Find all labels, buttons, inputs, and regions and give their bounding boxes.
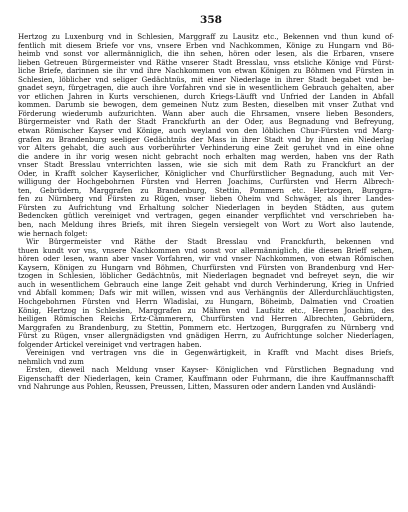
text-line: grafen zu Brandenburg seeliger Gedächtnüs der Mass in ihrer Stadt vnd by ihnen ein Niederlag (18, 135, 394, 144)
text-line: Oder, in Krafft solcher Kayserlicher, Königlicher vnd Churfürstlicher Begnadung, auch mit Ver- (18, 169, 394, 178)
text-line: Marggrafen zu Brandenburg, zu Stettin, Pommern etc. Hertzogen, Burggrafen zu Nürnberg vnd (18, 323, 394, 332)
text-line: Bürgermeister vnd Rath der Stadt Franckfurth an der Oder, aus Begnadung vnd Befreyung, (18, 118, 394, 127)
text-line: kommen. Darumb sie bewogen, dem gemeinen Nutz zum Besten, dieselben mit vnser Zuthat vnd (18, 101, 394, 110)
body-text (18, 33, 394, 392)
text-line: tzogen in Schlesien, löblicher Gedächtnüs, mit Niederlagen begnadet vnd befreyet seyn, die wir (18, 272, 394, 281)
text-line: die andere in ihr vorig wesen nicht gebracht noch erhalten mag werden, haben vns der Rath (18, 152, 394, 161)
text-line: lieben Getreuen Bürgermeister vnd Räthe vnserer Stadt Bresslau, vnss etsliche Könige vnd Fürst- (18, 58, 394, 67)
text-line: Ersten, dieweil nach Meldung vnser Kayser- Königlichen vnd Fürstlichen Begnadung vnd (26, 366, 394, 375)
text-line: ten, Gebrüdern, Marggrafen zu Brandenburg, Stettin, Pommern etc. Hertzogen, Burggra- (18, 186, 394, 195)
text-line: Fürst zu Rügen, vnser allergnädigsten vnd gnädigen Herrn, zu Aufrichtunge solcher Niederlagen, (18, 332, 394, 341)
text-line: etwan Römischer Kayser vnd Könige, auch weyland von den löblichen Chur-Fürsten vnd Marg- (18, 127, 394, 136)
text-line: heiligen Römischen Reichs Ertz-Cämmerern, Churfürsten vnd Herren Albrechten, Gebrüdern, (18, 315, 394, 324)
paragraph (18, 238, 394, 349)
text-line: ben, nach Meldung ihres Briefs, mit ihren Siegeln versiegelt von Wort zu Wort also lautende, (18, 221, 394, 230)
page-number: 358 (200, 14, 222, 26)
text-line: wie hernach folget: (18, 229, 88, 238)
text-line: Schlesien, löblicher vnd seliger Gedächtnüs, mit einer Niederlage in ihrer Stadt begabet vnd be- (18, 75, 394, 84)
text-line: vor Alters gehabt, die auch aus vorberührter Verhinderung eine Zeit geruhet vnd in eine ohne (18, 144, 394, 153)
text-line: thuen kundt vor vns, vnsere Nachkommen vnd sonst vor allermänniglich, die diesen Brieff sehen, (18, 246, 394, 255)
text-line: Fürsten zu Aufrichtung vnd Erhaltung solcher Niederlagen in beyden Städten, aus gutem (18, 203, 394, 212)
text-line: Hertzog zu Luxenburg vnd in Schlesien, Marggraff zu Lausitz etc., Bekennen vnd thun kund of- (18, 33, 394, 41)
text-line: folgender Artickel vereiniget vnd vertragen haben. (18, 340, 202, 349)
text-line: willigung der Hochgebohrnen Fürsten vnd Herren Joachims, Curfürsten vnd Herrn Albrech- (18, 178, 394, 187)
text-line: liche Briefe, darinnen sie ihr vnd ihre Nachkommen von etwan Königen zu Böhmen vnd Fürsten in (18, 67, 394, 76)
text-line: Kaysern, Königen zu Hungarn vnd Böhmen, Churfürsten vnd Fürsten von Brandenburg vnd Her- (18, 263, 394, 272)
text-line: König, Hertzog in Schlesien, Marggrafen zu Mähren vnd Laufsitz etc., Herren Joachim, des (18, 306, 394, 315)
text-line: vnd Nahrunge aus Pohlen, Reussen, Preussen, Litten, Massuren oder andern Landen vnd Ausländi- (18, 383, 376, 392)
text-line: gnadet seyn, fürgetragen, die auch ihre Vorfahren vnd sie in wesentlichem Gebrauch gehalten, aber (18, 84, 394, 93)
text-line: fen zu Nürnberg vnd Fürsten zu Rügen, vnser lieben Oheim vnd Schwäger, als ihrer Landes- (18, 195, 394, 204)
text-line: vor etlichen Jahren in Kurts verschienen, durch Kriegs-Läufft vnd Unfried der Landen in Abfall (18, 92, 394, 101)
text-line: hören oder lesen, wann aber vnser Vorfahren, wir vnd vnser Nachkommen, von etwan Römischen (18, 255, 394, 264)
paragraph (18, 33, 394, 238)
text-line: auch in wesentlichem Gebrauch eine lange Zeit gehabt vnd durch Verhinderung, Krieg in Unfried (18, 280, 394, 289)
paragraph (18, 366, 394, 392)
text-line: fentlich mit diesem Briefe vor vns, vnsere Erben vnd Nachkommen, Könige zu Hungarn vnd Bö- (18, 41, 394, 50)
text-line: Hochgebohrnen Fürsten vnd Herrn Wladislai, zu Hungarn, Böheimb, Dalmatien vnd Croatien (18, 297, 394, 306)
text-line: Vereinigen vnd vertragen vns die in Gegenwärtigkeit, in Krafft vnd Macht dises Briefs, (26, 349, 394, 358)
text-line: nehmlich vnd zum (18, 357, 84, 366)
text-line: Bedencken gütlich vereiniget vnd vertragen, gegen einander verpflichtet vnd verschrieben ha- (18, 212, 394, 221)
text-line: vnser Stadt Bresslau vnterrichten lassen, wie sie sich mit dem Rath zu Franckfurt an der (18, 161, 394, 170)
text-line: heimb vnd sonst vor allermänniglich, die ihn sehen, hören oder lesen, als die Erbaren, vnsere (18, 50, 394, 59)
text-line: vnd Abfall kommen; Dafs wir mit willen, wissen vnd aus Verhängnüs der Allerdurchläuchtigsten, (18, 289, 394, 298)
paragraph (18, 349, 394, 366)
text-line: Wir Bürgermeister vnd Räthe der Stadt Bresslau vnd Franckfurth, bekennen vnd (26, 238, 394, 247)
text-line: Eigenschafft der Niederlagen, kein Cramer, Kauffmann oder Fuhrmann, die ihre Kauffmannschafft (18, 374, 394, 383)
text-line: Förderung wiederumb aufzurichten. Wann aber auch die Ehrsamen, vnsere lieben Besonders, (18, 109, 394, 118)
